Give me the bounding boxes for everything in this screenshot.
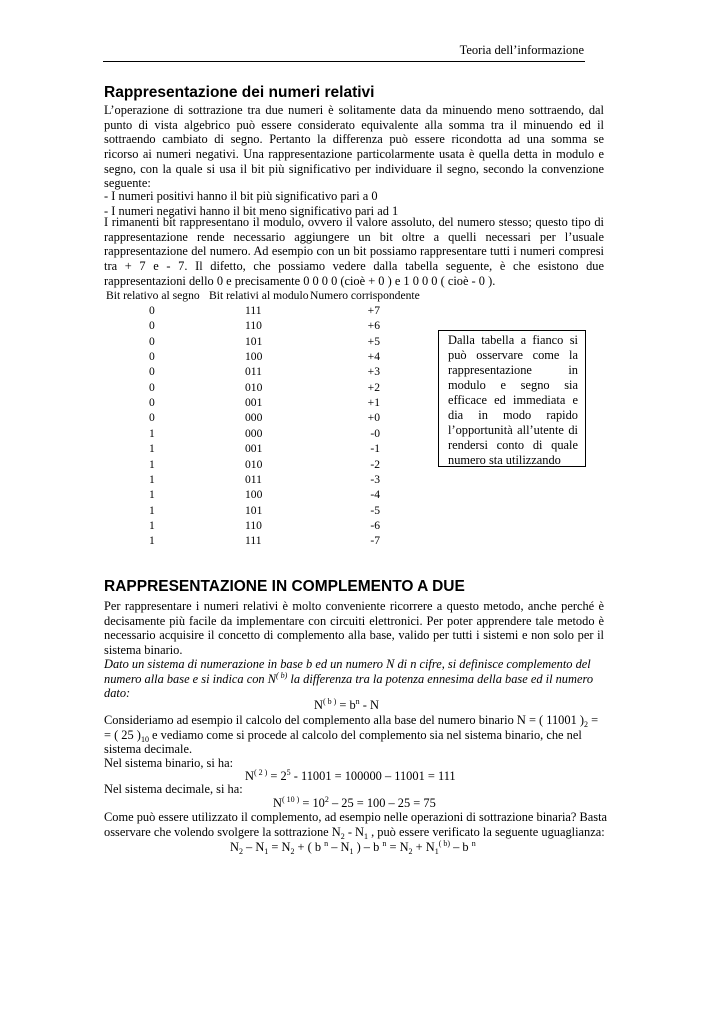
number-cell: -4 <box>370 488 380 502</box>
table-row <box>106 442 426 457</box>
intro-paragraph <box>104 103 604 191</box>
modulus-bits-cell: 100 <box>245 488 263 502</box>
number-cell: -0 <box>370 426 380 440</box>
table-row <box>106 335 426 350</box>
modulus-bits-cell: 011 <box>245 472 262 486</box>
table-row <box>106 350 426 365</box>
paragraph-line: segno, con la quale si usa il bit più significativo per individuare il segno, secondo la convenzione <box>104 161 604 176</box>
side-note-line: l’opportunità all’utente di <box>448 423 578 437</box>
complement-paragraph <box>104 599 604 658</box>
sign-bit-cell: 1 <box>149 457 155 471</box>
sign-bit-cell: 1 <box>149 518 155 532</box>
modulus-bits-cell: 110 <box>245 319 262 333</box>
definition-line-1: Dato un sistema di numerazione in base b ed un numero N di n cifre, si definisce complemento del <box>104 657 591 671</box>
section-title-relative-numbers: Rappresentazione dei numeri relativi <box>104 84 375 101</box>
number-cell: +5 <box>367 334 380 348</box>
table-row <box>106 365 426 380</box>
side-note-line: rappresentazione in <box>448 363 578 377</box>
sign-bit-cell: 1 <box>149 488 155 502</box>
example-line-2: = ( 25 )$_{10}$ e vediamo come si procede al calcolo del complemento sia nel sistema binario, che nel <box>104 728 582 744</box>
modulus-bits-cell: 001 <box>245 442 263 456</box>
modulus-bits-cell: 111 <box>245 304 262 317</box>
formula-subtraction-identity: $N_2 - N_1 = N_2$ + ( b $^n - N_1$ ) – b $^n = N_2 + N_1^{( b)} - b$ $^n$ <box>230 839 476 856</box>
paragraph-line: rappresentazione del numero. Ad esempio con un bit possiamo rappresentare tutti i numeri compresi <box>104 244 604 259</box>
modulus-bits-cell: 101 <box>245 503 263 517</box>
modulus-bits-cell: 010 <box>245 457 263 471</box>
table-row <box>106 319 426 334</box>
number-cell: +1 <box>367 396 380 410</box>
number-cell: -3 <box>370 472 380 486</box>
formula-binary-complement: $N^{( 2 )} = 2^5 - 11001 = 100000 - 11001 = 111$ <box>245 768 456 783</box>
paragraph-line: seguente: <box>104 176 151 191</box>
table-row <box>106 519 426 534</box>
table-row <box>106 534 426 549</box>
table-row <box>106 411 426 426</box>
sign-bit-cell: 1 <box>149 426 155 440</box>
table-header-sign: Bit relativo al segno <box>106 289 200 302</box>
side-note-line: efficace ed immediata e <box>448 393 578 407</box>
formula-decimal-complement: $N^{( 10 )} = 10^2 - 25 = 100 - 25 = 75$ <box>273 795 436 810</box>
sign-bit-cell: 0 <box>149 365 155 379</box>
sign-bit-cell: 0 <box>149 380 155 394</box>
bullet-item: - I numeri positivi hanno il bit più significativo pari a 0 <box>104 189 378 203</box>
side-note-line: modulo e segno sia <box>448 378 578 392</box>
side-note-line: può osservare come la <box>448 348 578 362</box>
side-note-line: numero sta utilizzando <box>448 453 561 467</box>
table-row <box>106 504 426 519</box>
modulus-bits-cell: 100 <box>245 350 263 364</box>
number-cell: +4 <box>367 350 380 364</box>
paragraph-line: Per rappresentare i numeri relativi è molto conveniente ricorrere a questo metodo, anche perché è <box>104 599 604 613</box>
side-note-line: Dalla tabella a fianco si <box>448 333 578 347</box>
table-row <box>106 396 426 411</box>
paragraph-line: sottraendo cambiato di segno. Pertanto la differenza può essere ricondotta ad una somma se <box>104 132 604 147</box>
table-row <box>106 473 426 488</box>
header-rule <box>103 61 585 62</box>
modulus-bits-cell: 101 <box>245 334 263 348</box>
modulus-paragraph <box>104 215 604 288</box>
sign-bit-cell: 1 <box>149 442 155 456</box>
formula-complement-definition: $N^{( b )} = b^n - N$ <box>314 697 379 712</box>
bullet-list <box>104 189 604 218</box>
sign-bit-cell: 0 <box>149 396 155 410</box>
sign-bit-cell: 1 <box>149 503 155 517</box>
number-cell: -5 <box>370 503 380 517</box>
number-cell: +2 <box>367 380 380 394</box>
decimal-intro: Nel sistema decimale, si ha: <box>104 782 243 796</box>
modulus-bits-cell: 110 <box>245 518 262 532</box>
definition-line-2: numero alla base e si indica con $N^{( b)}$ la differenza tra la potenza ennesima della base ed il numero <box>104 671 594 686</box>
modulus-bits-cell: 010 <box>245 380 263 394</box>
table-row <box>106 381 426 396</box>
number-cell: -2 <box>370 457 380 471</box>
final-line-1: Come può essere utilizzato il complemento, ad esempio nelle operazioni di sottrazione binaria? Basta <box>104 810 608 824</box>
side-note-line: rendersi conto di quale <box>448 438 578 452</box>
paragraph-line: rappresentazioni dello 0 e precisamente 0 0 0 0 (cioè + 0 ) e 1 0 0 0 ( cioè - 0 ). <box>104 273 496 288</box>
paragraph-line: L’operazione di sottrazione tra due numeri è solitamente data da minuendo meno sottraendo, dal <box>104 103 604 117</box>
paragraph-line: sistema binario. <box>104 643 183 658</box>
modulus-bits-cell: 011 <box>245 365 262 379</box>
table-row <box>106 458 426 473</box>
definition-line-3: dato: <box>104 686 131 700</box>
paragraph-line: punto di vista algebrico può essere considerato equivalente alla somma tra il minuendo ed il <box>104 117 604 132</box>
modulus-bits-cell: 000 <box>245 426 263 440</box>
paragraph-line: I rimanenti bit rappresentano il modulo, ovvero il valore assoluto, del numero stesso; questo tipo di <box>104 215 604 229</box>
sign-bit-cell: 1 <box>149 534 155 548</box>
paragraph-line: necessario acquisire il concetto di complemento alla base, valido per tutti i sistemi e non solo per il <box>104 628 604 643</box>
number-cell: +3 <box>367 365 380 379</box>
sign-bit-cell: 0 <box>149 319 155 333</box>
bullet-item: - I numeri negativi hanno il bit meno significativo pari ad 1 <box>104 203 399 218</box>
paragraph-line: rappresentazione rende necessario aggiungere un bit oltre a quelli necessari per l’usuale <box>104 229 604 244</box>
paragraph-line: tra + 7 e - 7. Il difetto, che possiamo vedere dalla tabella seguente, è che esistono due <box>104 259 604 274</box>
sign-bit-cell: 1 <box>149 472 155 486</box>
sign-bit-cell: 0 <box>149 334 155 348</box>
number-cell: +7 <box>367 304 380 317</box>
side-note-line: dia in modo rapido <box>448 408 578 422</box>
binary-intro: Nel sistema binario, si ha: <box>104 756 234 770</box>
table-row <box>106 304 426 319</box>
example-line-3: sistema decimale. <box>104 742 193 756</box>
section-title-twos-complement: RAPPRESENTAZIONE IN COMPLEMENTO A DUE <box>104 578 465 595</box>
modulus-bits-cell: 111 <box>245 534 262 548</box>
number-cell: +0 <box>367 411 380 425</box>
side-note-box <box>438 330 586 467</box>
table-row <box>106 488 426 503</box>
number-cell: -7 <box>370 534 380 548</box>
table-header-modulus: Bit relativi al modulo <box>209 289 309 302</box>
sign-bit-cell: 0 <box>149 411 155 425</box>
paragraph-line: ricorso ai numeri negativi. Una rappresentazione particolarmente usata è quella detta in modulo e <box>104 147 604 162</box>
paragraph-line: decisamente più facile da implementare con circuiti elettronici. Per poter apprendere tale metodo è <box>104 613 604 628</box>
number-cell: -6 <box>370 518 380 532</box>
modulus-bits-cell: 000 <box>245 411 263 425</box>
table-header-number: Numero corrispondente <box>310 289 420 302</box>
example-line-1: Consideriamo ad esempio il calcolo del complemento alla base del numero binario N = ( 11001 )$_2$ = <box>104 713 599 729</box>
number-cell: -1 <box>370 442 380 456</box>
table-row <box>106 427 426 442</box>
sign-bit-cell: 0 <box>149 350 155 364</box>
final-line-2: osservare che volendo svolgere la sottrazione $N_2 - N_1$ , può essere verificato la seguente uguaglianza: <box>104 825 605 841</box>
number-cell: +6 <box>367 319 380 333</box>
modulus-bits-cell: 001 <box>245 396 263 410</box>
running-header: Teoria dell’informazione <box>459 43 584 57</box>
sign-bit-cell: 0 <box>149 304 155 317</box>
